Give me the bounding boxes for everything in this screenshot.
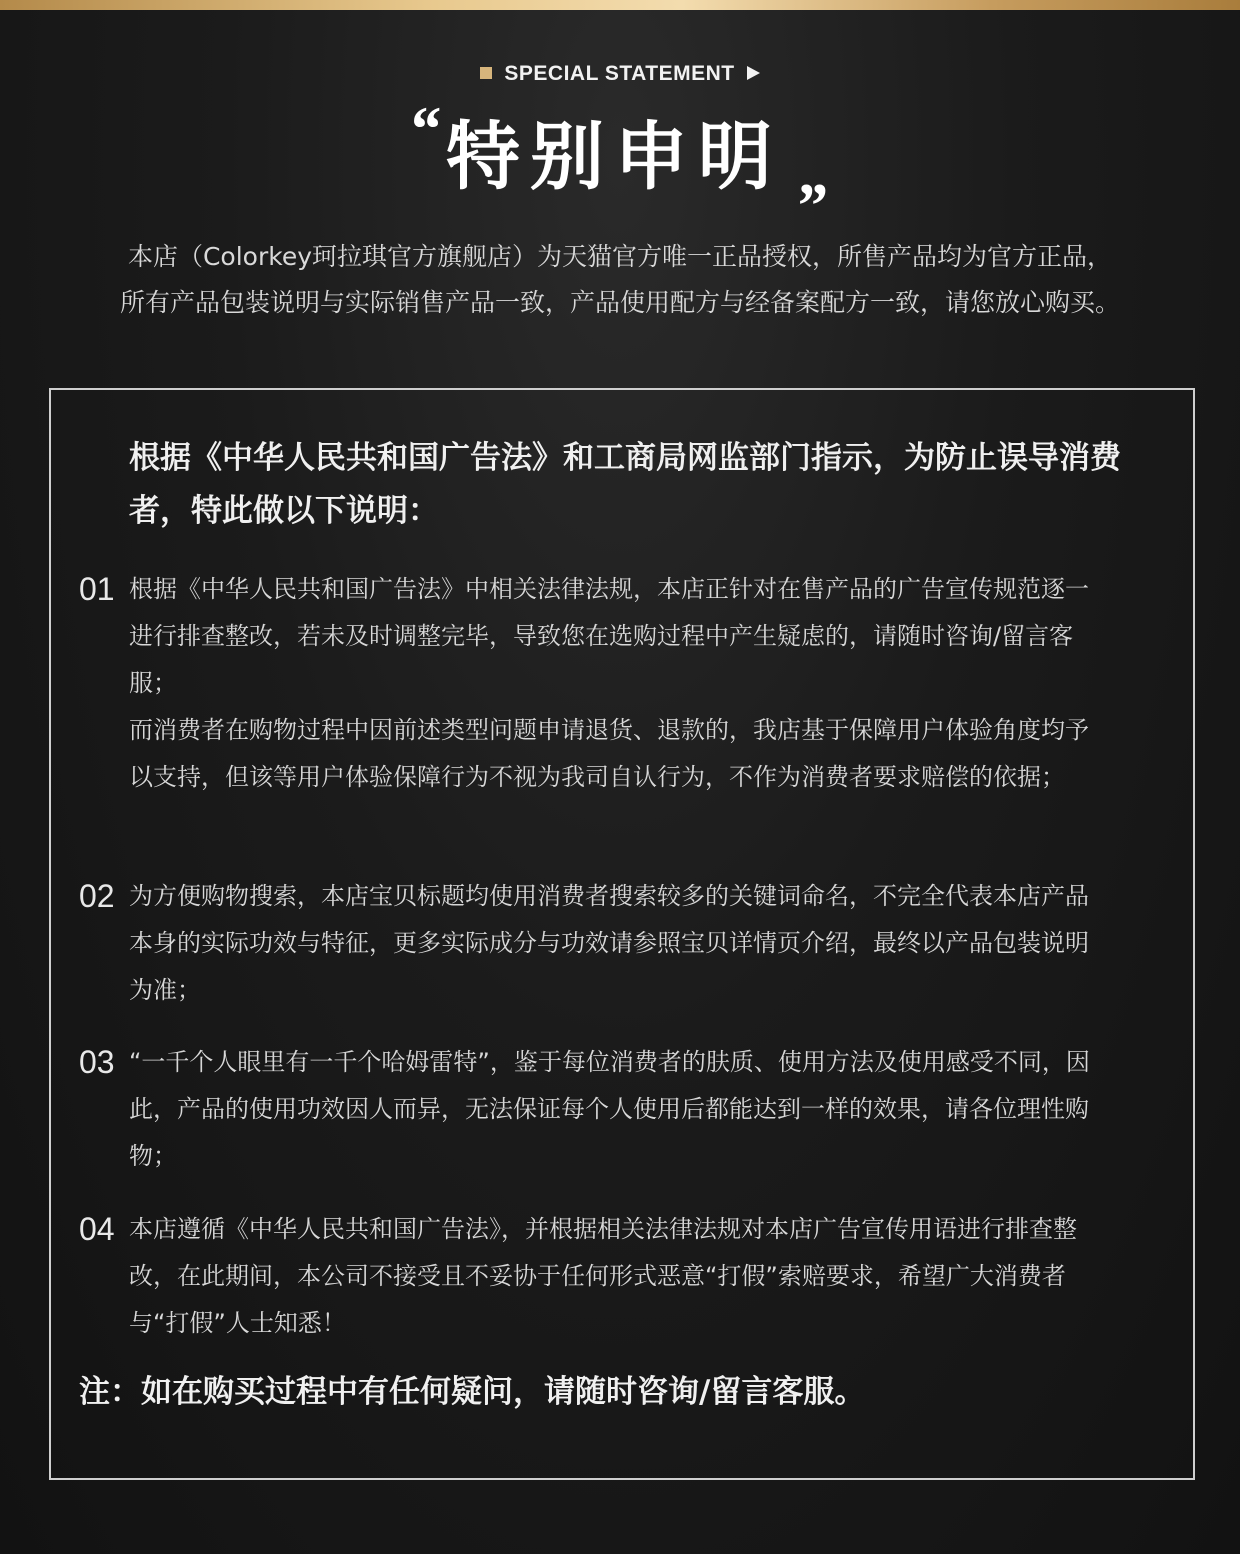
item-paragraph: 而消费者在购物过程中因前述类型问题申请退货、退款的，我店基于保障用户体验角度均予以支持，但该等用户体验保障行为不视为我司自认行为，不作为消费者要求赔偿的依据；	[129, 716, 1089, 791]
intro-paragraph	[40, 234, 1200, 326]
title-text: 特别申明	[446, 114, 782, 200]
square-bullet-icon	[480, 67, 492, 79]
statement-box	[49, 388, 1195, 1480]
item-body	[129, 873, 1109, 1014]
eyebrow-label: SPECIAL STATEMENT	[504, 62, 735, 85]
gold-top-bar	[0, 0, 1240, 10]
page-title	[0, 93, 1240, 208]
item-number: 04	[79, 1211, 115, 1247]
intro-line-2: 所有产品包装说明与实际销售产品一致，产品使用配方与经备案配方一致，请您放心购买。	[119, 288, 1120, 317]
item-body	[129, 1206, 1109, 1347]
eyebrow	[0, 62, 1240, 86]
open-quote-mark: “	[408, 93, 440, 164]
item-paragraph: “一千个人眼里有一千个哈姆雷特”，鉴于每位消费者的肤质、使用方法及使用感受不同，因此，产品的使用功效因人而异，无法保证每个人使用后都能达到一样的效果，请各位理性购物；	[129, 1048, 1090, 1170]
item-number: 03	[79, 1044, 115, 1080]
item-body	[129, 1039, 1109, 1180]
play-arrow-icon	[747, 66, 760, 80]
close-quote-mark: „	[800, 137, 832, 208]
box-heading: 根据《中华人民共和国广告法》和工商局网监部门指示，为防止误导消费者，特此做以下说明：	[129, 440, 1121, 529]
intro-line-1: 本店（Colorkey珂拉琪官方旗舰店）为天猫官方唯一正品授权，所售产品均为官方正品，	[127, 242, 1113, 271]
item-paragraph: 为方便购物搜索，本店宝贝标题均使用消费者搜索较多的关键词命名，不完全代表本店产品本身的实际功效与特征，更多实际成分与功效请参照宝贝详情页介绍，最终以产品包装说明为准；	[129, 882, 1089, 1004]
item-body	[129, 566, 1109, 801]
footer-note: 注：如在购买过程中有任何疑问，请随时咨询/留言客服。	[79, 1374, 866, 1410]
item-paragraph: 根据《中华人民共和国广告法》中相关法律法规，本店正针对在售产品的广告宣传规范逐一进行排查整改，若未及时调整完毕，导致您在选购过程中产生疑虑的，请随时咨询/留言客服；	[129, 575, 1089, 697]
item-paragraph: 本店遵循《中华人民共和国广告法》，并根据相关法律法规对本店广告宣传用语进行排查整改，在此期间，本公司不接受且不妥协于任何形式恶意“打假”索赔要求，希望广大消费者与“打假”人士知悉！	[129, 1215, 1077, 1337]
item-number: 01	[79, 571, 115, 607]
item-number: 02	[79, 878, 115, 914]
